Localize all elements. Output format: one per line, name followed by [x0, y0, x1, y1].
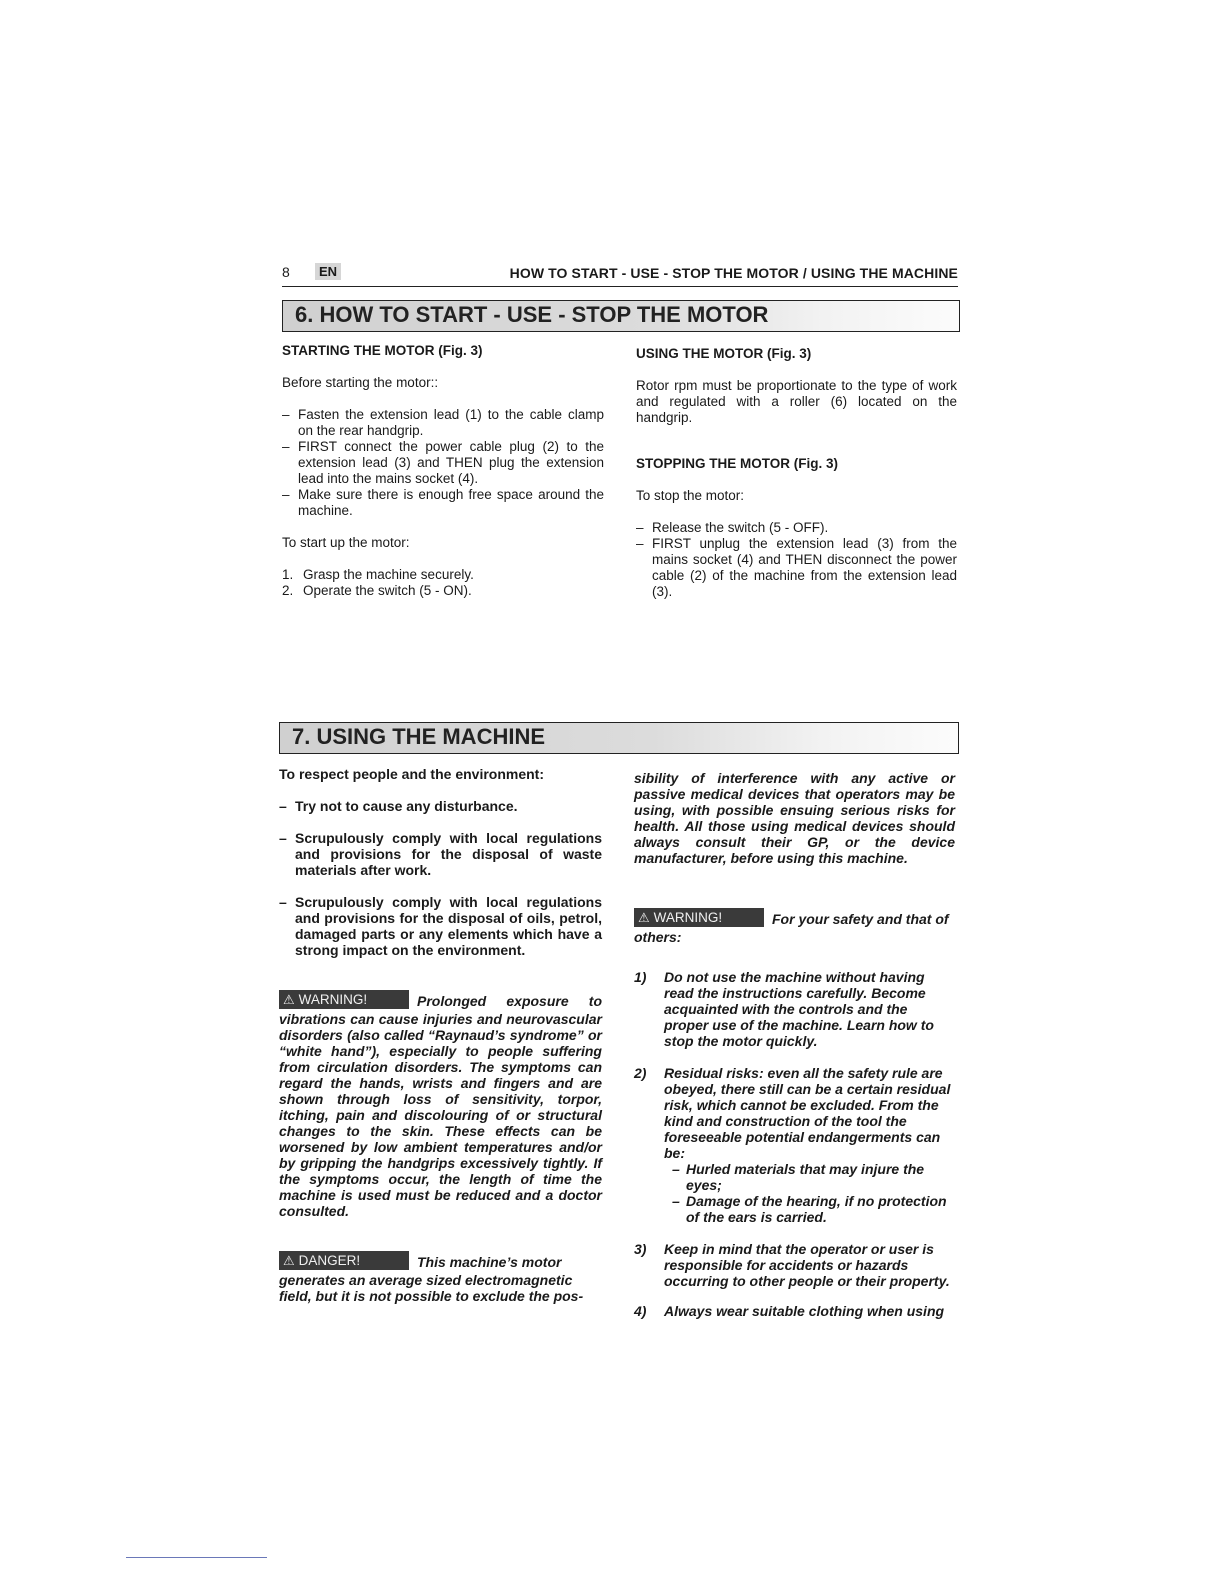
vibration-warning: ⚠ WARNING! Prolonged exposure to vibrations can cause injuries and neurovascular disorders (also called “Raynaud’s syndrome” or “white hand”), especially to people suffering from circulation disorders. The symptoms can regard the hands, wrists and fingers and are shown through loss of sensitivity, torpor, itching, pain and discolouring of or structural changes to the skin. These effects can be worsened by low ambient temperatures and/or by gripping the handgrips excessively tightly. If the symptoms occur, the length of time the machine is used must be reduced and a doctor consulted. — [279, 992, 602, 1219]
section-7-title-bar — [279, 722, 959, 754]
environment-intro: To respect people and the environment: — [279, 766, 545, 782]
list-item: 3) Keep in mind that the operator or user is responsible for accidents or hazards occurring to other people or their property. — [634, 1241, 950, 1289]
list-item: – FIRST connect the power cable plug (2) to the extension lead (3) and THEN plug the extension lead into the mains socket (4). — [282, 439, 604, 487]
section-6-title: 6. HOW TO START - USE - STOP THE MOTOR — [295, 302, 769, 327]
list-item: – FIRST unplug the extension lead (3) from the mains socket (4) and THEN disconnect the power cable (2) of the machine from the extension lead (3). — [636, 536, 957, 600]
startup-intro: To start up the motor: — [282, 535, 410, 550]
warning-triangle-icon: ⚠ — [283, 992, 295, 1007]
using-heading: USING THE MOTOR (Fig. 3) — [636, 346, 812, 361]
list-item: – Make sure there is enough free space around the machine. — [282, 487, 604, 519]
page-header — [282, 262, 958, 287]
stopping-heading: STOPPING THE MOTOR (Fig. 3) — [636, 456, 839, 471]
section-6-title-bar — [282, 300, 960, 332]
list-item: – Scrupulously comply with local regulations and provisions for the disposal of oils, petrol, damaged parts or any elements which have a strong impact on the environment. — [279, 894, 602, 958]
safety-warning: ⚠ WARNING! For your safety and that of others: — [634, 910, 949, 945]
list-item: – Scrupulously comply with local regulations and provisions for the disposal of waste materials after work. — [279, 830, 602, 878]
running-title: HOW TO START - USE - STOP THE MOTOR / USING THE MACHINE — [509, 265, 958, 281]
list-item: – Damage of the hearing, if no protection of the ears is carried. — [664, 1193, 955, 1225]
using-text: Rotor rpm must be proportionate to the type of work and regulated with a roller (6) located on the handgrip. — [636, 378, 957, 425]
warning-triangle-icon: ⚠ — [283, 1253, 295, 1268]
list-item: 4) Always wear suitable clothing when using — [634, 1303, 945, 1319]
list-item: 2) Residual risks: even all the safety rule are obeyed, there still can be a certain residual risk, which cannot be excluded. From the kind and construction of the tool the foreseeable potential endangerments can be: – Hurled materials that may injure the eyes; – Damage of the hearing, if no protection of the ears is carried. — [634, 1065, 955, 1225]
warning-badge: ⚠ WARNING! — [634, 908, 764, 927]
section-7-title: 7. USING THE MACHINE — [292, 724, 546, 749]
list-item: – Fasten the extension lead (1) to the cable clamp on the rear handgrip. — [282, 407, 604, 439]
list-item: 1. Grasp the machine securely. — [282, 567, 474, 582]
danger-badge: ⚠ DANGER! — [279, 1251, 409, 1270]
starting-heading: STARTING THE MOTOR (Fig. 3) — [282, 343, 483, 358]
list-item: – Hurled materials that may injure the eyes; — [664, 1161, 955, 1193]
warning-triangle-icon: ⚠ — [638, 910, 650, 925]
list-item: 1) Do not use the machine without having read the instructions carefully. Become acquainted with the controls and the proper use of the machine. Learn how to stop the motor quickly. — [634, 969, 934, 1049]
residual-risks-list — [664, 1161, 955, 1225]
emf-danger: ⚠ DANGER! This machine’s motor generates an average sized electromagnetic field, but it is not possible to exclude the pos- — [279, 1253, 584, 1304]
footnote-divider — [126, 1557, 267, 1558]
warning-badge: ⚠ WARNING! — [279, 990, 409, 1009]
language-badge: EN — [315, 263, 341, 280]
safety-rules — [634, 969, 955, 1319]
using-stopping-column — [636, 346, 957, 600]
environment-list — [279, 798, 602, 958]
emf-continuation: sibility of interference with any active or passive medical devices that operators may be using, with possible ensuing serious risks for health. All those using medical devices should always consult their GP, or the device manufacturer, before using this machine. — [634, 770, 955, 866]
list-item: 2. Operate the switch (5 - ON). — [282, 583, 472, 598]
starting-motor-column — [282, 343, 604, 599]
stopping-steps — [636, 520, 957, 600]
starting-intro: Before starting the motor:: — [282, 375, 439, 390]
page-number: 8 — [282, 264, 290, 280]
startup-steps — [282, 567, 604, 599]
stopping-intro: To stop the motor: — [636, 488, 745, 503]
list-item: – Try not to cause any disturbance. — [279, 798, 602, 814]
starting-checklist — [282, 407, 604, 519]
list-item: – Release the switch (5 - OFF). — [636, 520, 957, 536]
section-7-right-column — [634, 770, 955, 1319]
section-7-left-column — [279, 766, 602, 1304]
